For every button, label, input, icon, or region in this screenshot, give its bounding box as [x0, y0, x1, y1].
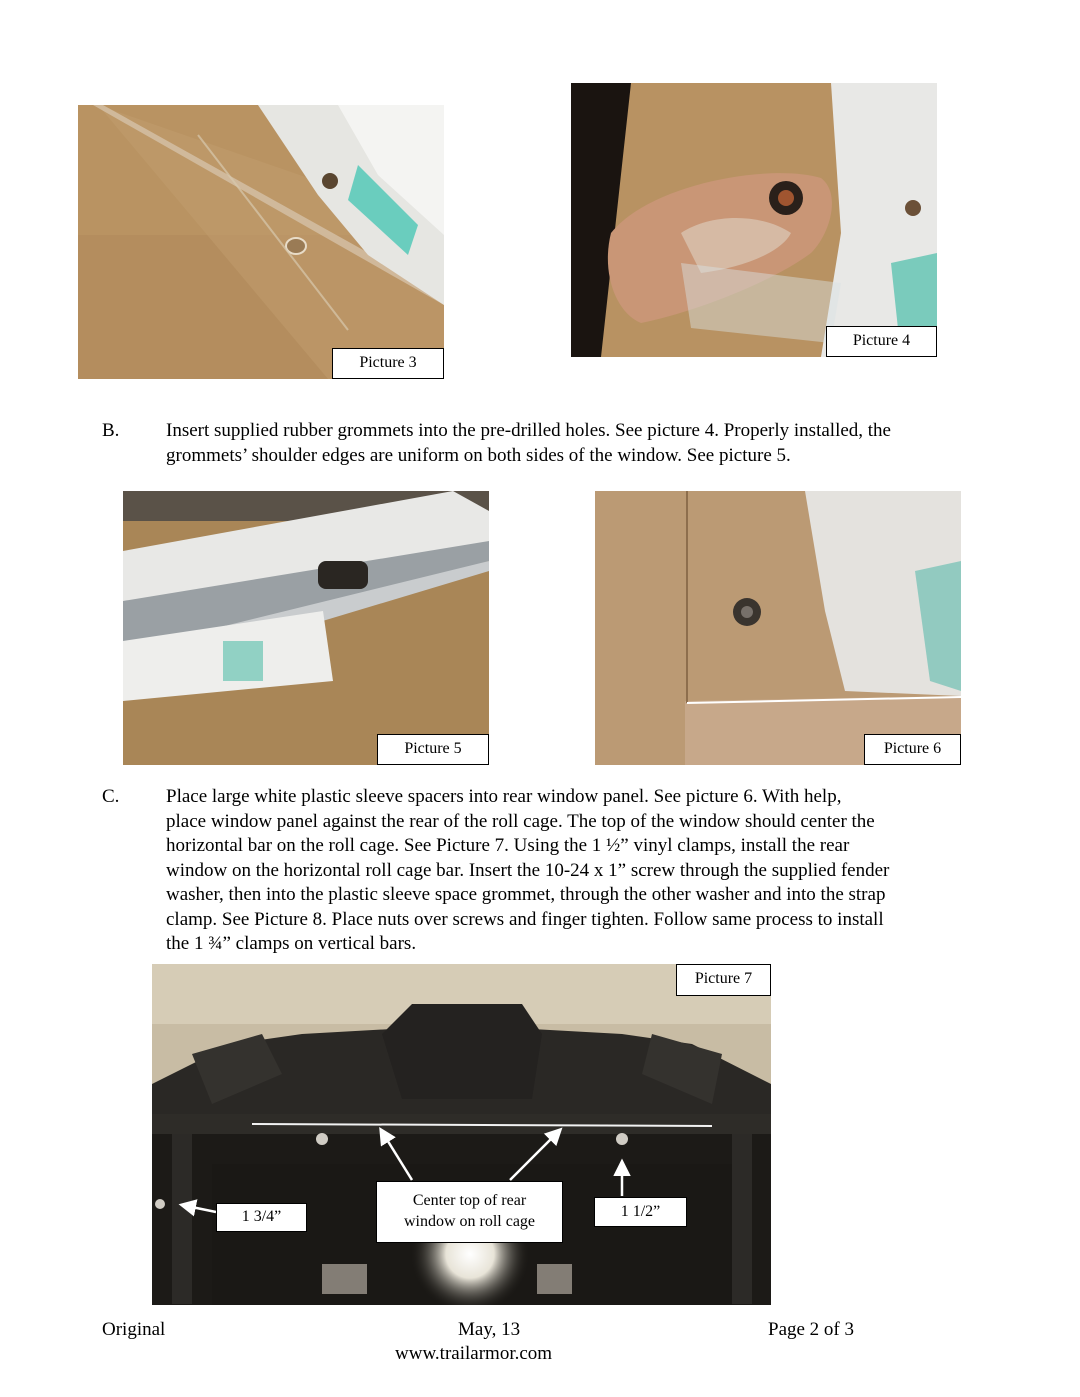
caption-picture-5: Picture 5	[377, 734, 489, 765]
step-c-line-6: clamp. See Picture 8. Place nuts over screws and finger tighten. Follow same process to install	[166, 908, 884, 930]
caption-picture-6: Picture 6	[864, 734, 961, 765]
photo-picture-7	[152, 964, 771, 1305]
footer-date: May, 13	[458, 1319, 521, 1340]
callout-center-top	[376, 1181, 563, 1243]
callout-center-line-2: window on roll cage	[403, 1213, 536, 1230]
callout-one-three-quarter: 1 3/4”	[216, 1203, 307, 1232]
callout-one-half: 1 1/2”	[594, 1197, 687, 1227]
step-b-letter: B.	[102, 420, 120, 441]
photo-picture-3	[78, 105, 444, 379]
step-c-line-7: the 1 ¾” clamps on vertical bars.	[166, 933, 417, 954]
step-c-line-2: place window panel against the rear of the roll cage. The top of the window should center the	[166, 810, 875, 832]
caption-picture-4: Picture 4	[826, 326, 937, 357]
step-c-text	[166, 785, 889, 957]
step-c-line-1: Place large white plastic sleeve spacers into rear window panel. See picture 6. With help,	[166, 786, 842, 807]
step-b-line-2: grommets’ shoulder edges are uniform on both sides of the window. See picture 5.	[166, 444, 791, 466]
caption-picture-3: Picture 3	[332, 348, 444, 379]
photo-picture-4	[571, 83, 937, 357]
step-c-line-5: washer, then into the plastic sleeve space grommet, through the other washer and into the strap	[166, 884, 886, 905]
step-b-text	[166, 419, 891, 468]
step-c	[102, 785, 1002, 960]
caption-picture-7: Picture 7	[676, 964, 771, 996]
photo-picture-6	[595, 491, 961, 765]
step-c-line-4: window on the horizontal roll cage bar. Insert the 10-24 x 1” screw through the supplied fender	[166, 859, 890, 881]
step-c-line-3: horizontal bar on the roll cage. See Picture 7. Using the 1 ½” vinyl clamps, install the rear	[166, 835, 850, 856]
footer-website: www.trailarmor.com	[395, 1343, 553, 1364]
step-c-letter: C.	[102, 786, 120, 807]
step-b-line-1: Insert supplied rubber grommets into the pre-drilled holes. See picture 4. Properly installed, the	[166, 420, 891, 441]
step-b	[102, 419, 1002, 469]
photo-picture-5	[123, 491, 489, 765]
callout-center-line-1: Center top of rear	[412, 1192, 527, 1209]
footer-page-number: Page 2 of 3	[768, 1319, 855, 1340]
footer-left: Original	[102, 1319, 166, 1340]
